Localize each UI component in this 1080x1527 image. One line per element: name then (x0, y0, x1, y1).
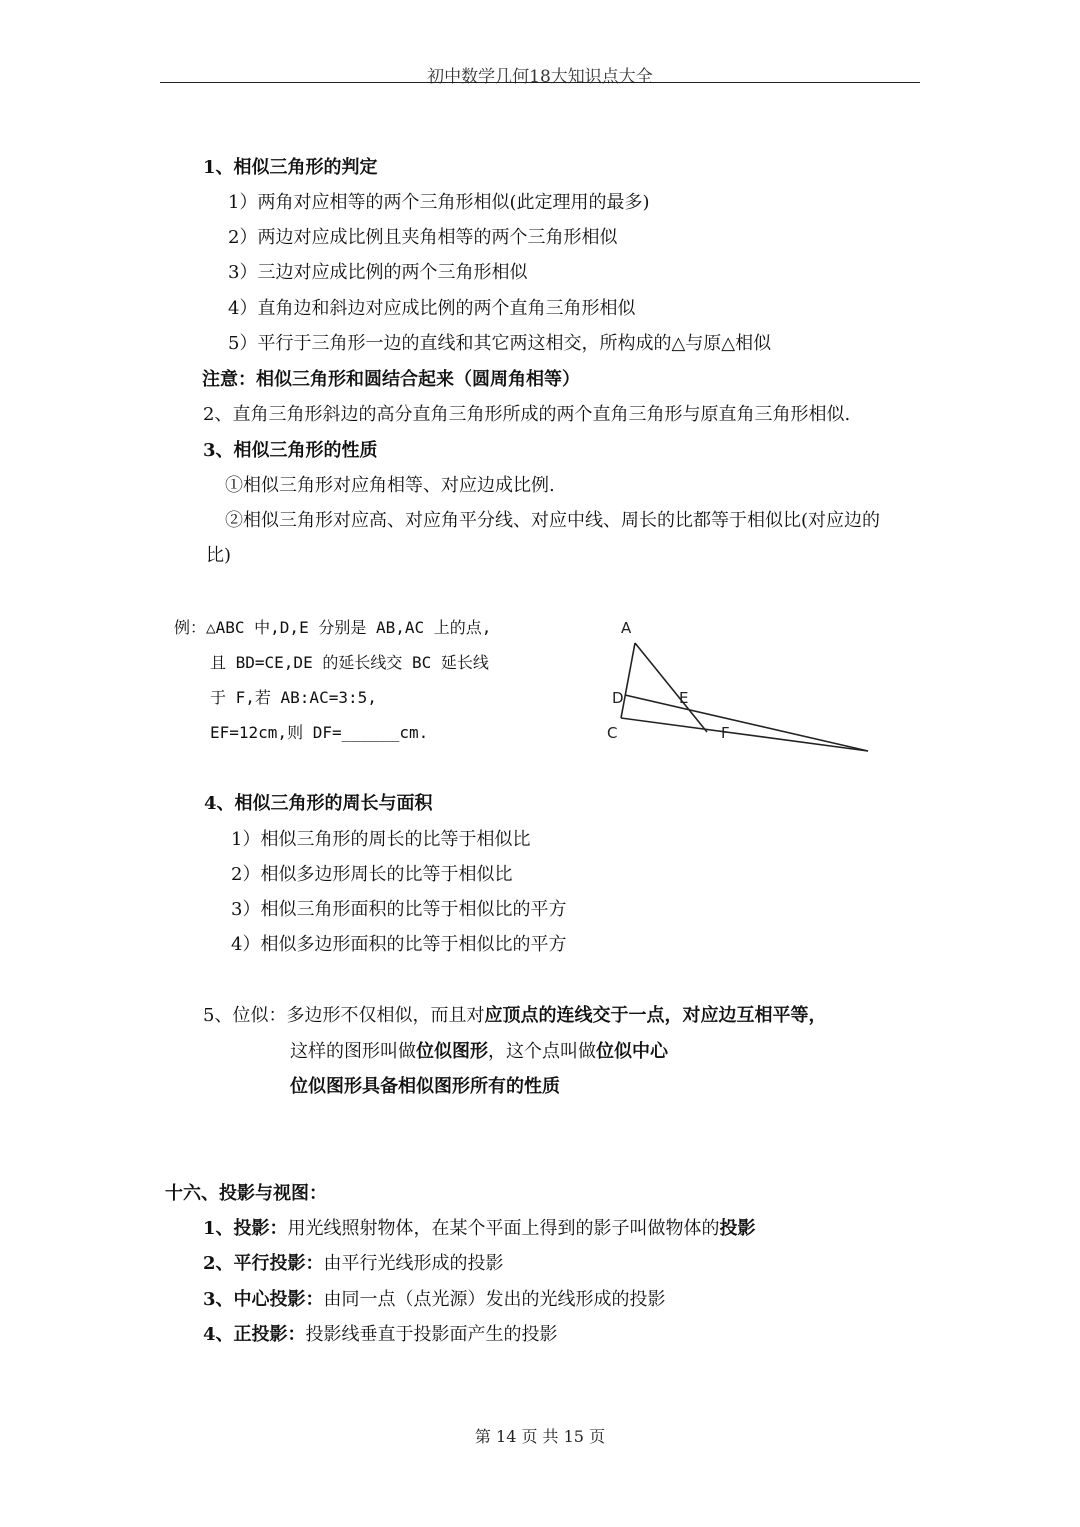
section-5-term-figure: 位似图形 (416, 1041, 488, 1062)
example-line: 且 BD=CE,DE 的延长线交 BC 延长线 (210, 653, 489, 672)
header-divider (160, 82, 920, 83)
section-16-item (203, 1323, 558, 1347)
section-16-item (203, 1217, 756, 1241)
section-16-item-label: 2、平行投影： (203, 1253, 324, 1274)
section-16-item-label: 4、正投影： (203, 1324, 306, 1345)
section-3-item: ①相似三角形对应角相等、对应边成比例. (225, 475, 555, 496)
section-5-prefix: 5、位似：多边形不仅相似，而且对 (203, 1005, 485, 1026)
page-number-footer: 第 14 页 共 15 页 (474, 1427, 606, 1446)
section-1-item: 1）两角对应相等的两个三角形相似(此定理用的最多) (228, 192, 650, 213)
point-label-f: F (721, 724, 730, 742)
section-3-item-continuation: 比) (206, 545, 232, 566)
section-1-item: 2）两边对应成比例且夹角相等的两个三角形相似 (228, 227, 618, 248)
example-line: EF=12cm,则 DF=______cm. (210, 723, 429, 742)
point-label-e: E (679, 689, 689, 707)
section-5-line-1 (203, 1004, 826, 1028)
section-4-title: 4、相似三角形的周长与面积 (204, 793, 433, 814)
section-1-item: 5）平行于三角形一边的直线和其它两这相交，所构成的△与原△相似 (228, 333, 772, 354)
triangle-figure (600, 610, 880, 760)
section-4-item: 2）相似多边形周长的比等于相似比 (231, 864, 513, 885)
page-header-title: 初中数学几何18大知识点大全 (427, 67, 653, 87)
section-16-item-label: 3、中心投影： (203, 1289, 324, 1310)
section-5-text: 这样的图形叫做 (290, 1041, 416, 1062)
section-16-item (203, 1252, 504, 1276)
section-16-item-text: 投影线垂直于投影面产生的投影 (305, 1324, 558, 1345)
section-16-item-text: 由同一点（点光源）发出的光线形成的投影 (323, 1289, 666, 1310)
section-1-title: 1、相似三角形的判定 (203, 157, 378, 178)
section-1-note: 注意：相似三角形和圆结合起来（圆周角相等） (202, 369, 580, 390)
section-5-bold-definition: 应顶点的连线交于一点，对应边互相平等， (484, 1005, 827, 1026)
point-label-c: C (607, 724, 618, 742)
section-4-item: 3）相似三角形面积的比等于相似比的平方 (231, 899, 567, 920)
section-5-line-2 (290, 1040, 668, 1064)
section-3-item: ②相似三角形对应高、对应角平分线、对应中线、周长的比都等于相似比(对应边的 (225, 510, 881, 531)
point-label-a: A (621, 619, 632, 637)
point-label-d: D (612, 689, 624, 707)
segment-ab (635, 643, 707, 732)
section-16-item-text: 由平行光线形成的投影 (323, 1253, 504, 1274)
example-line: 于 F,若 AB:AC=3:5, (210, 688, 377, 707)
example-line: 例：△ABC 中,D,E 分别是 AB,AC 上的点, (174, 618, 492, 637)
section-4-item: 1）相似三角形的周长的比等于相似比 (231, 829, 531, 850)
section-16-item (203, 1288, 666, 1312)
section-4-item: 4）相似多边形面积的比等于相似比的平方 (231, 934, 567, 955)
section-5-text: ，这个点叫做 (488, 1041, 596, 1062)
section-5-line-3: 位似图形具备相似图形所有的性质 (290, 1076, 560, 1097)
section-1-item: 3）三边对应成比例的两个三角形相似 (228, 262, 528, 283)
section-5-term-center: 位似中心 (596, 1041, 668, 1062)
section-16-item-tail: 投影 (719, 1218, 756, 1239)
section-16-title: 十六、投影与视图： (165, 1183, 327, 1204)
section-16-item-label: 1、投影： (203, 1218, 288, 1239)
section-16-item-text: 用光线照射物体，在某个平面上得到的影子叫做物体的 (287, 1218, 720, 1239)
section-2-text: 2、直角三角形斜边的高分直角三角形所成的两个直角三角形与原直角三角形相似. (203, 404, 851, 425)
section-3-title: 3、相似三角形的性质 (203, 440, 378, 461)
section-1-item: 4）直角边和斜边对应成比例的两个直角三角形相似 (228, 298, 636, 319)
